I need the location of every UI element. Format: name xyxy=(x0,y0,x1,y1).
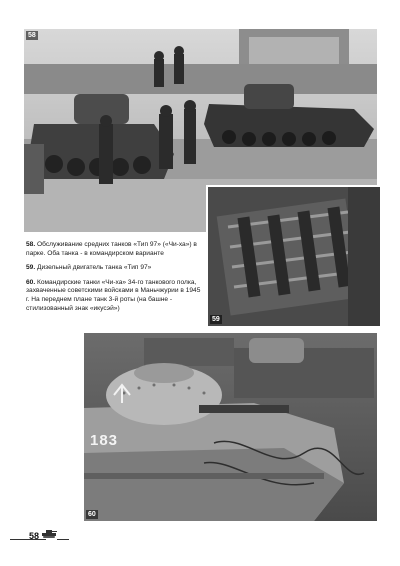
photo-number: 59 xyxy=(212,316,220,323)
caption-text: Обслуживание средних танков «Тип 97» («Чи-ха») в парке. Оба танка - в командирском варианте xyxy=(26,241,197,257)
caption-text: Командирские танки «Чи-ха» 34-го танкового полка, захваченные советскими войсками в Маньчжурии в 1945 г. На переднем плане танк 3-й роты (на башне - стилизованный знак «икусэй») xyxy=(26,278,201,312)
caption-number: 59. xyxy=(26,264,36,272)
caption-number: 60. xyxy=(26,278,36,286)
footer-rule xyxy=(10,539,46,540)
page-number: 58 xyxy=(29,531,40,541)
photo-number: 60 xyxy=(88,511,96,518)
tank-icon xyxy=(41,529,57,539)
photo-60-image xyxy=(84,333,377,521)
caption-text: Дизельный двигатель танка «Тип 97» xyxy=(37,264,152,272)
photo-59-image xyxy=(208,187,380,326)
photo-60-captured-tanks xyxy=(84,333,377,521)
caption-58 xyxy=(26,241,201,258)
caption-60 xyxy=(26,279,201,313)
photo-number: 58 xyxy=(28,32,36,39)
photo-captions xyxy=(26,241,201,319)
footer-rule-right xyxy=(57,539,69,540)
caption-number: 58. xyxy=(26,241,36,248)
photo-59-diesel-engine xyxy=(206,185,382,328)
caption-59 xyxy=(26,264,201,273)
turret-marking: 183 xyxy=(90,432,119,449)
